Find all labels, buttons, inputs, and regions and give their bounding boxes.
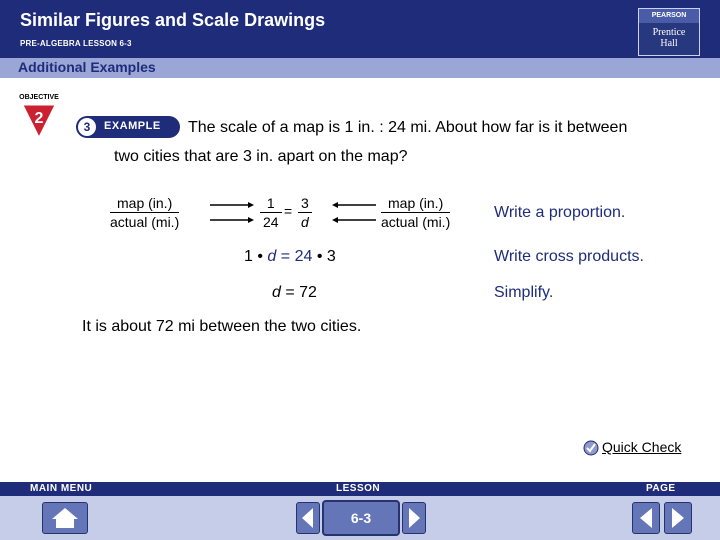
- left-fraction-den: actual (mi.): [110, 214, 180, 230]
- problem-line-1: The scale of a map is 1 in. : 24 mi. About how far is it between: [188, 119, 628, 136]
- footer-bar: [0, 482, 720, 496]
- page-next-button[interactable]: [664, 502, 692, 534]
- ratio-left: [260, 195, 282, 230]
- home-icon: [43, 503, 87, 533]
- main-menu-button[interactable]: [42, 502, 88, 534]
- ratio-left-den: 24: [263, 214, 279, 230]
- arrows-right-icon: [330, 198, 378, 228]
- ratio-right-num: 3: [298, 195, 312, 213]
- left-fraction: [110, 195, 179, 230]
- section-label: Additional Examples: [18, 59, 156, 75]
- simplify-var: d: [272, 284, 281, 301]
- logo-name-line1: Prentice: [652, 27, 686, 38]
- example-label: EXAMPLE: [104, 120, 161, 132]
- triangle-left-icon: [633, 503, 659, 533]
- cross-b: 24: [294, 248, 313, 265]
- step-note-cross: Write cross products.: [494, 248, 644, 265]
- cross-eq: =: [280, 248, 291, 265]
- objective-shield-icon: [21, 103, 57, 139]
- cross-c: 3: [326, 248, 336, 265]
- right-fraction-num: map (in.): [381, 195, 450, 213]
- right-fraction: [381, 195, 450, 230]
- lesson-label: LESSON: [336, 483, 381, 494]
- step-note-simplify: Simplify.: [494, 284, 554, 301]
- quick-check-link[interactable]: [578, 438, 702, 458]
- cross-products: [244, 248, 336, 266]
- objective-number: 2: [34, 110, 44, 127]
- example-number: 3: [78, 118, 96, 136]
- main-menu-label: MAIN MENU: [30, 483, 93, 494]
- header-bar: [0, 0, 720, 58]
- lesson-subtitle: PRE-ALGEBRA LESSON 6-3: [20, 39, 132, 48]
- cross-dot-1: •: [257, 248, 263, 265]
- page-label: PAGE: [646, 483, 676, 494]
- triangle-right-icon: [665, 503, 691, 533]
- arrows-left-icon: [208, 198, 256, 228]
- ratio-right-den: d: [301, 214, 309, 230]
- section-strip: [0, 58, 720, 78]
- problem-line-2: two cities that are 3 in. apart on the map?: [114, 148, 408, 165]
- lesson-prev-button[interactable]: [296, 502, 320, 534]
- triangle-right-icon: [403, 503, 425, 533]
- cross-dot-2: •: [316, 248, 323, 265]
- cross-a: 1: [244, 248, 253, 265]
- left-fraction-num: map (in.): [110, 195, 179, 213]
- publisher-logo: [638, 8, 700, 56]
- triangle-left-icon: [297, 503, 319, 533]
- logo-brand: PEARSON: [639, 9, 699, 23]
- right-fraction-den: actual (mi.): [381, 214, 451, 230]
- conclusion-text: It is about 72 mi between the two cities.: [82, 318, 362, 335]
- step-note-proportion: Write a proportion.: [494, 204, 626, 221]
- page-prev-button[interactable]: [632, 502, 660, 534]
- logo-name-line2: Hall: [660, 38, 678, 49]
- objective-label: OBJECTIVE: [19, 94, 59, 101]
- lesson-title: Similar Figures and Scale Drawings: [20, 10, 326, 30]
- ratio-left-num: 1: [260, 195, 282, 213]
- equals-sign: =: [284, 203, 293, 219]
- lesson-number-button[interactable]: 6-3: [322, 500, 400, 536]
- quick-check-icon: [582, 439, 600, 457]
- simplify-eq: =: [285, 284, 295, 301]
- logo-name: [643, 27, 695, 49]
- cross-var: d: [267, 248, 277, 265]
- example-badge: [76, 116, 180, 138]
- objective-badge: [14, 94, 64, 139]
- ratio-right: [298, 195, 312, 230]
- simplify-value: 72: [299, 284, 317, 301]
- quick-check-label[interactable]: Quick Check: [602, 439, 682, 455]
- simplify-step: [272, 284, 317, 302]
- lesson-next-button[interactable]: [402, 502, 426, 534]
